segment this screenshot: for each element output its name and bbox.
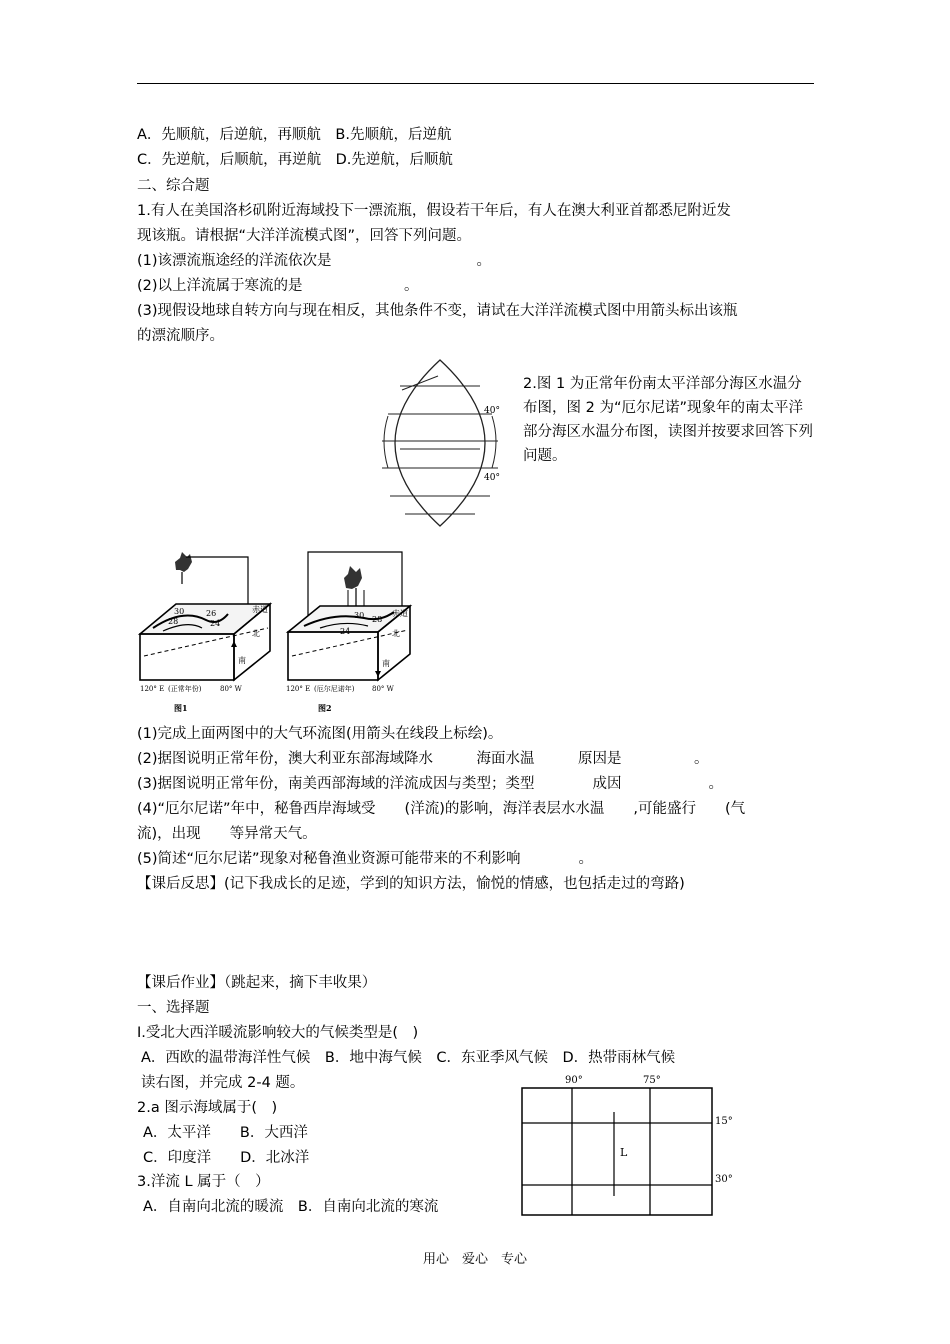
north-label: 北 (392, 629, 400, 638)
prev-options-line-2: C．先逆航，后顺航，再逆航 D.先逆航，后顺航 (137, 152, 453, 168)
homework-q2-options-2: C．印度洋 D．北冰洋 (143, 1150, 310, 1166)
page-footer: 用心 爱心 专心 (422, 1252, 527, 1267)
q1-stem-line-1: 1.有人在美国洛杉矶附近海域投下一漂流瓶，假设若干年后，有人在澳大利亚首都悉尼附近发 (137, 203, 731, 219)
lat-40-top-label: 40° (484, 406, 500, 416)
south-label: 南 (382, 659, 390, 668)
lat-40-bottom-label: 40° (484, 473, 500, 483)
header-rule (137, 83, 814, 84)
q2-sub5: (5)简述“厄尔尼诺”现象对秘鲁渔业资源可能带来的不利影响 。 (137, 851, 594, 867)
q2-stem: 2.图 1 为正常年份南太平洋部分海区水温分布图，图 2 为“厄尔尼诺”现象年的南太平洋部分海区水温分布图，读图并按要求回答下列问题。 (523, 376, 813, 464)
q1-sub1: (1)该漂流瓶途经的洋流依次是 。 (137, 253, 492, 269)
figure-1-caption: 图1 (174, 703, 188, 713)
homework-q3-options: A．自南向北流的暖流 B．自南向北流的寒流 (143, 1199, 439, 1215)
homework-q3: 3.洋流 L 属于（ ） (137, 1174, 270, 1190)
isotherm-28-label: 28 (372, 615, 383, 624)
lat-15-label: 15° (715, 1116, 733, 1127)
q1-sub2: (2)以上洋流属于寒流的是 。 (137, 278, 419, 294)
isotherm-24-label: 24 (340, 627, 351, 636)
q1-sub3-line-2: 的漂流顺序。 (137, 328, 224, 344)
q2-sub4-line-1: (4)“厄尔尼诺”年中，秘鲁西岸海域受 (洋流)的影响，海洋表层水水温 ,可能盛行 (气 (137, 801, 746, 817)
lon-90-label: 90° (565, 1075, 583, 1086)
section-title-comprehensive: 二、综合题 (137, 178, 210, 194)
prev-options-line-1: A．先顺航，后逆航，再顺航 B.先顺航，后逆航 (137, 127, 452, 143)
isotherm-30-label: 30 (174, 607, 185, 616)
homework-q1-options: A．西欧的温带海洋性气候 B．地中海气候 C．东亚季风气候 D．热带雨林气候 (141, 1050, 676, 1066)
current-l-label: L (620, 1146, 628, 1159)
north-label: 北 (252, 629, 260, 638)
homework-read-map: 读右图，并完成 2-4 题。 (141, 1075, 305, 1091)
isotherm-24-label: 24 (210, 619, 221, 628)
q2-sub3: (3)据图说明正常年份，南美西部海域的洋流成因与类型；类型 成因 。 (137, 776, 724, 792)
reflection-heading: 【课后反思】(记下我成长的足迹，学到的知识方法，愉悦的情感，也包括走过的弯路) (137, 876, 685, 892)
homework-q1: I.受北大西洋暖流影响较大的气候类型是( ) (137, 1025, 419, 1041)
grid-ocean-current-map (515, 1070, 740, 1220)
south-label: 南 (238, 656, 246, 665)
lon-120e-label: 120° E (286, 685, 311, 693)
q2-sub4-line-2: 流)，出现 等异常天气。 (137, 826, 317, 842)
lon-80w-label: 80° W (220, 685, 242, 693)
figure-2-caption: 图2 (318, 703, 332, 713)
lat-30-label: 30° (715, 1174, 733, 1185)
isotherm-26-label: 26 (206, 609, 217, 618)
equator-label: 赤道 (392, 609, 408, 618)
homework-title: 【课后作业】（跳起来，摘下丰收果） (137, 975, 377, 991)
el-nino-year-label: (厄尔尼诺年) (314, 685, 355, 693)
homework-q2-options-1: A．太平洋 B．大西洋 (143, 1125, 308, 1141)
isotherm-30-label: 30 (354, 611, 365, 620)
lon-80w-label: 80° W (372, 685, 394, 693)
figure-1-normal-year (138, 548, 278, 716)
equator-label: 赤道 (252, 605, 268, 614)
q1-stem-line-2: 现该瓶。请根据“大洋洋流模式图”，回答下列问题。 (137, 228, 472, 244)
q1-sub3-line-1: (3)现假设地球自转方向与现在相反，其他条件不变，请试在大洋洋流模式图中用箭头标出该瓶 (137, 303, 738, 319)
homework-q2: 2.a 图示海域属于( ) (137, 1100, 278, 1116)
normal-year-label: (正常年份) (168, 685, 202, 693)
q2-sub1: (1)完成上面两图中的大气环流图(用箭头在线段上标绘)。 (137, 726, 503, 742)
ocean-current-model-diagram (360, 356, 520, 531)
figure-2-el-nino-year (284, 548, 414, 716)
lon-75-label: 75° (643, 1075, 661, 1086)
lon-120e-label: 120° E (140, 685, 165, 693)
isotherm-28-label: 28 (168, 617, 179, 626)
q2-sub2: (2)据图说明正常年份，澳大利亚东部海域降水 海面水温 原因是 。 (137, 751, 709, 767)
homework-section-choice: 一、选择题 (137, 1000, 210, 1016)
